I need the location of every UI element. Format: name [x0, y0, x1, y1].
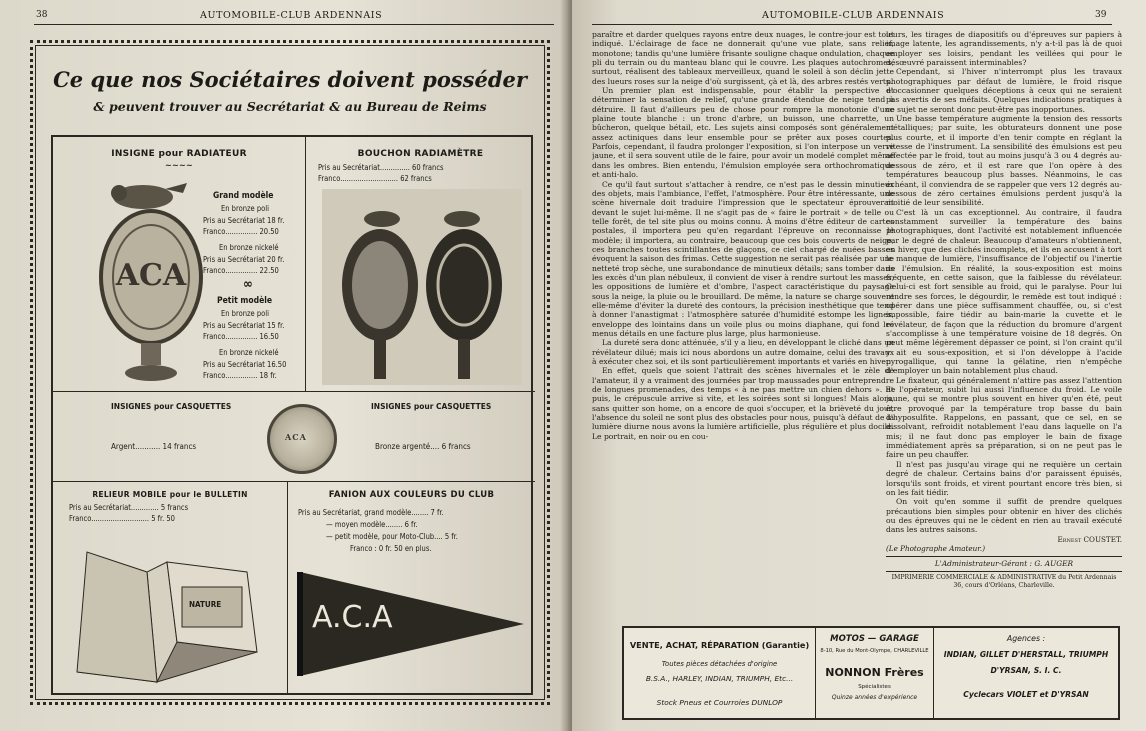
- footer-advertisement: [622, 626, 1120, 720]
- radiateur-cell: [53, 137, 306, 392]
- bouchon-cell: [306, 137, 535, 392]
- price-sub: En bronze poli: [221, 204, 269, 213]
- casquettes-row: [53, 392, 535, 482]
- ornament: ~~~~: [164, 161, 193, 170]
- paragraph: paraître et darder quelques rayons entre deux nuages, le contre-jour est tout indiqué. L'éclairage de face ne donnerait qu'une vue plate, sans relief, monotone; tandis qu'une lumière frisante souligne chaque ondulation, chaque pli du terrain ou du manteau blanc qui le couvre. Les plaques autochromes, surtout, réalisent des tableaux merveilleux, quand le soleil à son déclin jette des lueurs roses sur la neige d'où surgissent, çà et là, des arbres restés verts.: [592, 30, 894, 86]
- footer-ad-text: D'YRSAN, S. I. C.: [990, 666, 1062, 675]
- gerant-line: L'Administrateur-Gérant : G. AUGER: [886, 556, 1122, 568]
- price-line: Franco............... 16.50: [203, 332, 279, 341]
- price-line: Pris au Secrétariat.............. 60 francs: [318, 163, 444, 172]
- separator-glyph: ∞: [243, 277, 253, 292]
- price-line: Franco........................... 5 fr. 50: [69, 514, 175, 523]
- source-credit: (Le Photographe Amateur.): [886, 543, 986, 553]
- paragraph: C'est là un cas exceptionnel. Au contraire, il faudra constamment surveiller la température des bains photographiques, dont l'activité est notablement influencée par le degré de chaleur. Beaucoup d'amateurs n'obtiennent, en hiver, que des clichés incomplets, et ils en accusent à tort le manque de lumière, l'insuffisance de l'objectif ou l'inertie de l'émulsion. En réalité, la sous-exposition est moins fréquente, en cette saison, que la faiblesse du révélateur. Celui-ci est fort sensible au froid, qui le paralyse. Pour lui rendre ses forces, le dégourdir, le remède est tout indiqué : opérer dans une pièce suffisamment chauffée, ou, si c'est impossible, faire tiédir au bain-marie la cuvette et le révélateur, de façon que la réduction du bromure d'argent s'accomplisse à une température voisine de 18 degrés. On peut même légèrement dépasser ce point, si l'on craint qu'il y ait eu sous-exposition, et si l'on développe à l'acide pyrogallique, qui tanne la gélatine, rien n'empêche d'employer un bain notablement plus chaud.: [886, 207, 1122, 376]
- paragraph: Ce qu'il faut surtout s'attacher à rendre, ce n'est pas le dessin minutieux des objets, mais l'ambiance, l'effet, l'atmosphère. Pour être intéressante, une scène hivernale doit traduire l'impression que le spectateur éprouverait devant le sujet lui-même. Il ne s'agit pas de « faire le portrait » de telle ou telle forêt, de tel site plus ou moins connu. À moins d'être éditeur de cartes postales, il importera peu qu'en regardant l'épreuve on reconnaisse le modèle; il importera, au contraire, beaucoup que ces bois couverts de neige, ces branches toutes scintillantes de glaçons, ce ciel chargé de nuées basses évoquent la saison des frimas. Cette suggestion ne serait pas réalisée par une netteté trop sèche, une surabondance de minutieux détails; sans tomber dans les excès d'un plan nébuleux, il convient de viser à rendre surtout les masses, les oppositions de lumière et d'ombre, l'aspect caractéristique du paysage sous la neige, la pluie ou le brouillard. De même, la nature se charge souvent elle-même d'éviter la dureté des contours, la précision inesthétique que tend à donner l'anastigmat : l'atmosphère saturée d'humidité estompe les lignes, enveloppe des lointains dans un voile plus ou moins diaphane, qui fond les menus détails en une facture plus large, plus harmonieuse.: [592, 179, 894, 338]
- price-line: Argent........... 14 francs: [111, 442, 197, 451]
- badge-lettering: ACA: [285, 432, 307, 442]
- footer-ad-text: MOTOS — GARAGE: [830, 634, 919, 644]
- footer-ad-text: 8-10, Rue du Mont-Olympe, CHARLEVILLE: [820, 648, 929, 654]
- footer-ad-right: [934, 628, 1118, 718]
- footer-ad-text: Spécialistes: [858, 684, 891, 690]
- fanion-cell: [288, 482, 535, 693]
- price-line: Franco............... 22.50: [203, 266, 279, 275]
- radiateur-heading: INSIGNE pour RADIATEUR: [111, 149, 247, 159]
- paragraph: Une basse température augmente la tension des ressorts métalliques; par suite, les obturateurs donnent une pose plus courte, et il importe d'en tenir compte en réglant la vitesse de l'instrument. La sensibilité des émulsions est peu affectée par le froid, tout au moins jusqu'à 3 ou 4 degrés au-dessous de zéro, et il est rare que l'on opère à des températures beaucoup plus basses. Néanmoins, le cas échéant, il conviendra de se rappeler que vers 12 degrés au-dessous de zéro certaines émulsions perdent jusqu'à la moitié de leur sensibilité.: [886, 114, 1122, 208]
- footer-ad-text: Quinze années d'expérience: [831, 694, 918, 701]
- footer-ad-text: Agences :: [1006, 634, 1046, 643]
- price-sub: En bronze nickelé: [219, 348, 279, 357]
- ad-subtitle: & peuvent trouver au Secrétariat & au Bureau de Reims: [93, 99, 487, 114]
- footer-ad-text: INDIAN, GILLET D'HERSTALL, TRIUMPH: [943, 650, 1109, 659]
- price-line: Bronze argenté.... 6 francs: [375, 442, 471, 451]
- right-page: [572, 0, 1146, 731]
- price-line: Franco........................... 62 francs: [318, 174, 432, 183]
- paragraph: Cependant, si l'hiver n'interrompt plus les travaux photographiques par défaut de lumière, le froid risque d'occasionner quelques déceptions à ceux qui ne seraient pas avertis de ses méfaits. Quelques indications pratiques à ce sujet ne seront donc peut-être pas inopportunes.: [886, 67, 1122, 114]
- running-head: AUTOMOBILE-CLUB ARDENNAIS: [200, 10, 383, 21]
- price-sub: En bronze nickelé: [219, 243, 279, 252]
- page-number: 38: [36, 10, 48, 20]
- grand-modele-title: Grand modèle: [213, 191, 274, 201]
- price-line: Pris au Secrétariat............. 5 francs: [69, 503, 189, 512]
- binder-book-icon: [67, 532, 267, 687]
- price-sub: En bronze poli: [221, 309, 269, 318]
- paragraph: leurs, les tirages de diapositifs ou d'épreuves sur papiers à image latente, les agrandissements, n'y a-t-il pas là de quoi employer ses loisirs, pendant les veillées qui pour le désœuvré paraissent interminables?: [886, 30, 1122, 68]
- footer-ad-middle: [816, 628, 934, 718]
- price-line: — petit modèle, pour Moto-Club.... 5 fr.: [326, 532, 458, 541]
- price-line: Pris au Secrétariat 18 fr.: [203, 216, 285, 225]
- fanion-heading: FANION AUX COULEURS DU CLUB: [328, 490, 495, 500]
- author-signature: Ernest COUSTET.: [1057, 534, 1122, 544]
- footer-ad-text: B.S.A., HARLEY, INDIAN, TRIUMPH, Etc...: [645, 674, 794, 683]
- casquettes-heading-right: INSIGNES pour CASQUETTES: [371, 402, 492, 411]
- price-line: Franco : 0 fr. 50 en plus.: [350, 544, 432, 553]
- price-line: Pris au Secrétariat, grand modèle........ 7 fr.: [298, 508, 444, 517]
- radiator-cap-photo-icon: [322, 189, 522, 385]
- relieur-heading: RELIEUR MOBILE pour le BULLETIN: [92, 490, 248, 499]
- price-line: Franco............... 20.50: [203, 227, 279, 236]
- ad-grid: [51, 135, 533, 695]
- footer-ad-text: Toutes pièces détachées d'origine: [661, 660, 778, 668]
- price-line: — moyen modèle........ 6 fr.: [326, 520, 418, 529]
- casquettes-heading-left: INSIGNES pour CASQUETTES: [111, 402, 232, 411]
- price-line: Pris au Secrétariat 15 fr.: [203, 321, 285, 330]
- pennant-text: A.C.A: [312, 600, 393, 635]
- paragraph: Le fixateur, qui généralement n'attire pas assez l'attention de l'opérateur, subit lui aussi l'influence du froid. Le voile jaune, qui se montre plus souvent en hiver qu'en été, peut être provoqué par la température trop basse du bain d'hyposulfite. Rappelons, en passant, que ce sel, en se dissolvant, refroidit notablement l'eau dans laquelle on l'a mis; il ne faut donc pas employer le bain de fixage immédiatement après sa préparation, si on ne peut pas le faire un peu chauffer.: [886, 375, 1122, 460]
- price-line: Pris au Secrétariat 20 fr.: [203, 255, 285, 264]
- article-column-2: [886, 30, 1122, 624]
- footer-ad-text: Stock Pneus et Courroies DUNLOP: [656, 698, 783, 707]
- paragraph: La dureté sera donc atténuée, s'il y a lieu, en développant le cliché dans un révélateur dilué; mais ici nous abordons un autre domaine, celui des travaux à exécuter chez soi, et ils sont particulièrement importants et variés en hiver.: [592, 338, 894, 367]
- paragraph: On voit qu'en somme il suffit de prendre quelques précautions bien simples pour obtenir en hiver des clichés ou des épreuves qui ne le cèdent en rien au travail exécuté dans les autres saisons.: [886, 497, 1122, 535]
- bouchon-heading: BOUCHON RADIAMÈTRE: [357, 149, 484, 159]
- relieur-cell: [53, 482, 288, 693]
- running-head: AUTOMOBILE-CLUB ARDENNAIS: [762, 10, 945, 21]
- footer-ad-left: [624, 628, 816, 718]
- page-number: 39: [1095, 10, 1107, 20]
- paragraph: En effet, quels que soient l'attrait des scènes hivernales et le zèle de l'amateur, il y a vraiment des journées par trop maussades pour entreprendre de longues promenades, des temps « à ne pas mettre un chien dehors ». Et puis, le crépuscule arrive si vite, et les soirées sont si longues! Mais alors, sans quitter son home, on a encore de quoi s'occuper, et la brièveté du jour, l'absence du soleil ne sont plus des obstacles pour nous, puisqu'à défaut de la lumière diurne nous avons la lumière artificielle, plus régulière et plus docile. Le portrait, en noir ou en cou-: [592, 366, 894, 441]
- ad-title: Ce que nos Sociétaires doivent posséder: [53, 67, 527, 92]
- svg-text:ACA: ACA: [115, 258, 187, 293]
- radiator-emblem-icon: [95, 177, 207, 387]
- article-column-1: [592, 30, 894, 624]
- rule: [34, 24, 554, 25]
- footer-ad-text: Cyclecars VIOLET et D'YRSAN: [963, 690, 1089, 699]
- footer-ad-text: NONNON Frères: [825, 666, 924, 679]
- paragraph: Il n'est pas jusqu'au virage qui ne requière un certain degré de chaleur. Certains bains d'or paraissent épuisés, lorsqu'ils sont froids, et virent pourtant encore très bien, si on les fait tiédir.: [886, 459, 1122, 497]
- price-line: Pris au Secrétariat 16.50: [203, 360, 287, 369]
- price-line: Franco............... 18 fr.: [203, 371, 277, 380]
- rule: [592, 24, 1112, 25]
- petit-modele-title: Petit modèle: [217, 296, 273, 306]
- left-page: [0, 0, 568, 731]
- advertisement-frame: [30, 40, 550, 705]
- footer-ad-text: VENTE, ACHAT, RÉPARATION (Garantie): [629, 640, 810, 650]
- paragraph: Un premier plan est indispensable, pour établir la perspective et déterminer la sensation de relief, qu'une grande étendue de neige tend à détruire. Il faut d'ailleurs peu de chose pour rompre la monotonie d'une plaine toute blanche : un tronc d'arbre, un buisson, une charrette, un bûcheron, quelque bétail, etc. Les sujets ainsi composés sont généralement assez actiniques dans leur ensemble pour se prêter aux poses courtes. Parfois, cependant, il faudra prolonger l'exposition, si l'on interpose un verre jaune, et il sera souvent utile de le faire, pour avoir un modelé complet même dans les ombres. Bien entendu, l'émulsion employée sera orthochromatique et anti-halo.: [592, 86, 894, 180]
- printer-line: IMPRIMERIE COMMERCIALE & ADMINISTRATIVE du Petit Ardennais 36, cours d'Orléans, Charleville.: [886, 571, 1122, 590]
- book-word: NATURE: [189, 600, 222, 609]
